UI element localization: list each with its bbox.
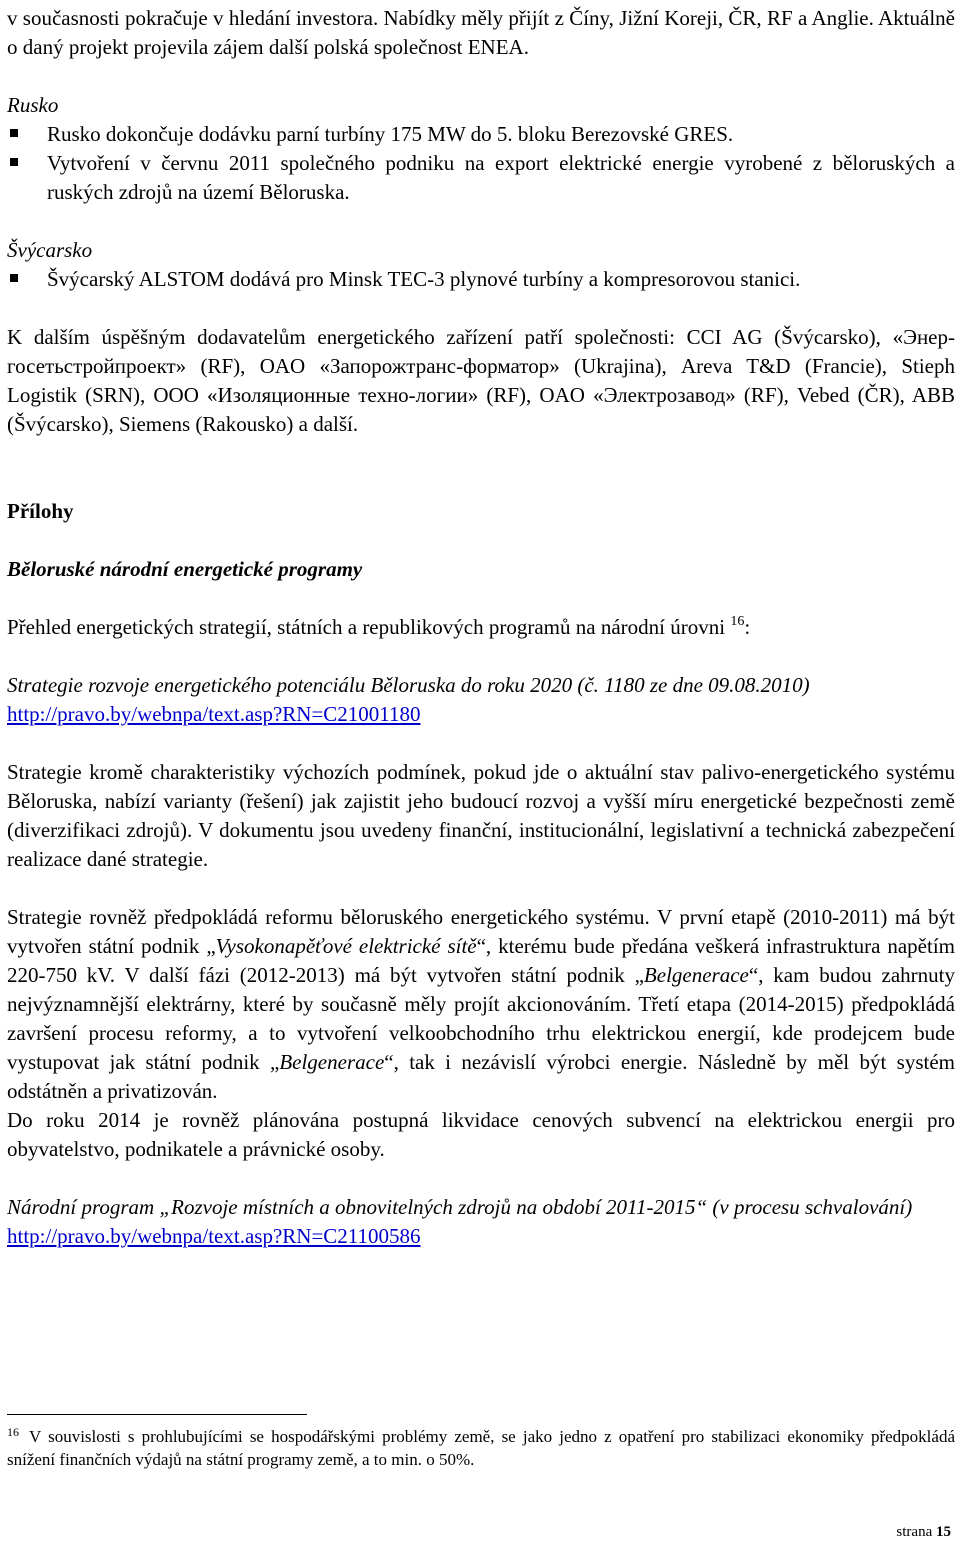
svycarsko-bullet-list — [7, 265, 955, 294]
suppliers-paragraph: K dalším úspěšným dodavatelům energetického zařízení patří společnosti: CCI AG (Švýcarsko), «Энер-госетьстройпроект» (RF), OAO «Запорожтранс-форматор» (Ukrajina), Areva T&D (Francie), Stieph Logistik (SRN), OOO «Изоляционные техно-логии» (RF), OAO «Электрозавод» (RF), Vebed (ČR), ABB (Švýcarsko), Siemens (Rakousko) a další. — [7, 325, 955, 436]
footnote — [7, 1425, 955, 1471]
national-program-title: Národní program „Rozvoje místních a obnovitelných zdrojů na období 2011-2015“ (v procesu schvalování) — [7, 1195, 913, 1219]
square-bullet-icon — [10, 158, 18, 166]
section-svycarsko — [7, 236, 955, 294]
list-item — [7, 265, 955, 294]
list-item-text: Rusko dokončuje dodávku parní turbíny 175 MW do 5. bloku Berezovské GRES. — [47, 122, 734, 146]
square-bullet-icon — [10, 274, 18, 282]
strategy-text: Strategie rovněž předpokládá reformu běloruského energetického systému. V první etapě (2010-2011) má být vytvořen státní podnik „ — [7, 905, 955, 958]
section-rusko — [7, 91, 955, 207]
strategy-paragraph-3: Do roku 2014 je rovněž plánována postupná likvidace cenových subvencí na elektrickou energii pro obyvatelstvo, podnikatele a právnické osoby. — [7, 1108, 955, 1161]
page-number — [896, 1523, 951, 1541]
overview-tail: : — [744, 615, 751, 639]
list-item — [7, 120, 955, 149]
page-number-label: strana — [896, 1524, 933, 1540]
footnote-text: V souvislosti s prohlubujícími se hospodářskými problémy země, se jako jedno z opatření pro stabilizaci ekonomiky předpokládá snížení finančních výdajů na státní programy země, a to min. o 50%. — [7, 1427, 955, 1469]
page-number-value: 15 — [936, 1524, 951, 1540]
intro-paragraph: v současnosti pokračuje v hledání investora. Nabídky měly přijít z Číny, Jižní Koreji, ČR, RF a Anglie. Aktuálně o daný projekt projevila zájem další polská společnost ENEA. — [7, 6, 955, 59]
document-page — [7, 4, 955, 1251]
national-program-link[interactable]: http://pravo.by/webnpa/text.asp?RN=C21100586 — [7, 1224, 421, 1248]
footnote-reference[interactable]: 16 — [730, 614, 745, 629]
country-heading-rusko: Rusko — [7, 93, 59, 117]
list-item — [7, 149, 955, 207]
company-name: Vysokonapěťové elektrické sítě — [215, 934, 477, 958]
strategy-text: “, kam budou zahrnuty nejvýznamnější elektrárny, které by současně měly projít akcionováním. Třetí etapa (2014-2015) předpokládá završení procesu reformy, a to vytvoření velkoobchodního trhu elektrickou energií, kde prodejcem bude vystupovat jak státní podnik „ — [7, 963, 955, 1074]
programs-overview — [7, 613, 955, 642]
footnote-number: 16 — [7, 1425, 19, 1439]
rusko-bullet-list — [7, 120, 955, 207]
list-item-text: Vytvoření v červnu 2011 společného podniku na export elektrické energie vyrobené z běloruských a ruských zdrojů na území Běloruska. — [47, 151, 955, 204]
footnote-divider — [7, 1414, 307, 1415]
company-name: Belgenerace — [643, 963, 749, 987]
country-heading-svycarsko: Švýcarsko — [7, 238, 93, 262]
company-name: Belgenerace — [279, 1050, 385, 1074]
strategy-link[interactable]: http://pravo.by/webnpa/text.asp?RN=C21001180 — [7, 702, 421, 726]
section-heading-programs: Běloruské národní energetické programy — [7, 557, 363, 581]
strategy-text: “, tak i nezávislí výrobci energie. Následně by měl být systém odstátněn a privatizován. — [7, 1050, 955, 1103]
strategy-title: Strategie rozvoje energetického potenciálu Běloruska do roku 2020 (č. 1180 ze dne 09.08.2010) — [7, 673, 810, 697]
square-bullet-icon — [10, 129, 18, 137]
strategy-text: “, kterému bude předána veškerá infrastruktura napětím 220-750 kV. V další fázi (2012-2013) má být vytvořen státní podnik „ — [7, 934, 955, 987]
section-heading-prilohy: Přílohy — [7, 499, 74, 523]
list-item-text: Švýcarský ALSTOM dodává pro Minsk TEC-3 plynové turbíny a kompresorovou stanici. — [47, 267, 801, 291]
overview-text: Přehled energetických strategií, státních a republikových programů na národní úrovni — [7, 615, 726, 639]
strategy-paragraph-1: Strategie kromě charakteristiky výchozích podmínek, pokud jde o aktuální stav palivo-energetického systému Běloruska, nabízí varianty (řešení) jak zajistit jeho budoucí rozvoj a vyšší míru energetické bezpečnosti země (diverzifikaci zdrojů). V dokumentu jsou uvedeny finanční, institucionální, legislativní a technická zabezpečení realizace dané strategie. — [7, 760, 955, 871]
strategy-paragraph-2 — [7, 903, 955, 1106]
